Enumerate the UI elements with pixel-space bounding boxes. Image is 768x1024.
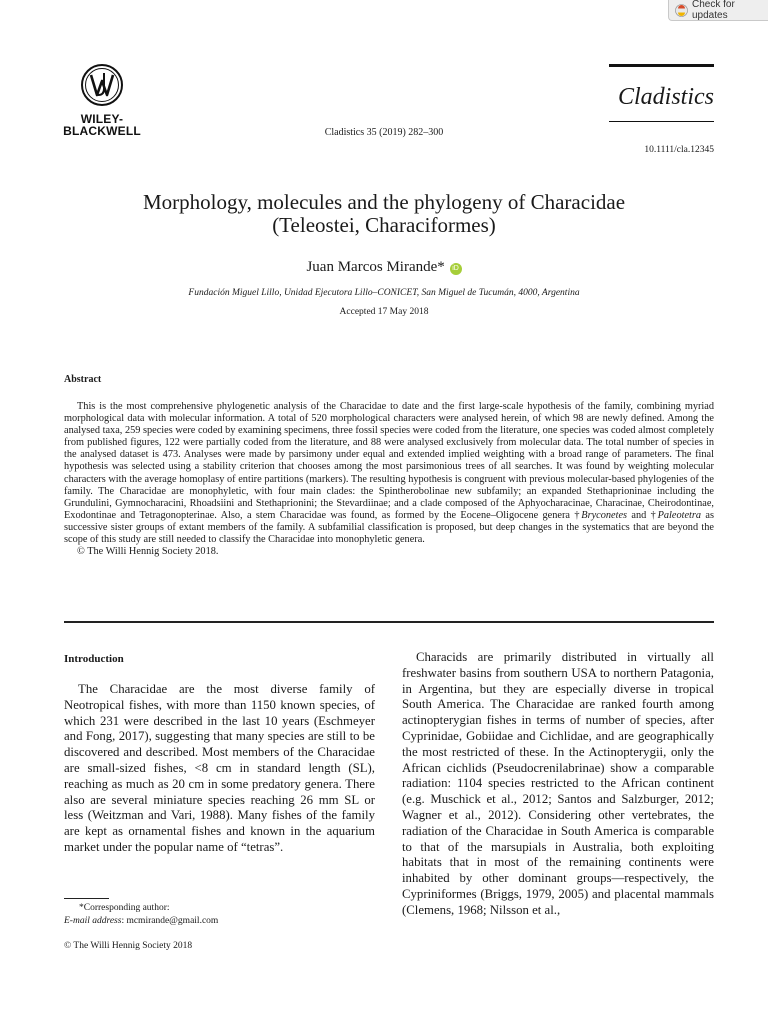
title-line-2: (Teleostei, Characiformes) [272,213,496,237]
genus-bryconetes: Bryconetes [581,509,628,521]
logo-line-wiley: WILEY- [80,112,124,126]
orcid-icon[interactable]: iD [450,263,462,275]
abstract-body [64,401,714,558]
footnote-rule [64,898,109,899]
article-title [60,191,708,237]
email-address[interactable]: : mcmirande@gmail.com [121,916,219,926]
footer-copyright: © The Willi Hennig Society 2018 [64,941,193,951]
title-line-1: Morphology, molecules and the phylogeny of Characidae [142,190,626,214]
author-name: Juan Marcos Mirande* [306,259,445,275]
author-line [0,259,768,276]
doi: 10.1111/cla.12345 [644,145,714,155]
journal-citation: Cladistics 35 (2019) 282–300 [324,127,444,138]
section-divider [64,621,714,623]
wiley-emblem-icon [79,62,125,108]
genus-paleotetra: Paleotetra [657,509,702,521]
right-column [402,650,714,919]
publisher-logo [62,62,142,137]
abstract-text: This is the most comprehensive phylogenetic analysis of the Characidae to date and the first large-scale hypothesis of the family, combining myriad morphological data with molecular information. A total of 520 morphological characters were analysed herein, of which 98 are newly defined. Among the analysed taxa, 259 species were coded by examining specimens, three fossil species were coded from the literature, one species was coded almost completely from published figures, 122 were partially coded from the literature, and 88 were analysed exclusively from molecular data. The total number of species in the analysed dataset is 473. Analyses were made by parsimony under equal and extended implied weighting with a broad range of parameters. The final hypothesis was selected using a stability criterion that chooses among the most parsimonious trees of all searches. It was found by weighting molecular characters with the average homoplasy of entire partitions (markers). The resulting hypothesis is congruent with previous molecular-based phylogenies of the family. The Characidae are monophyletic, with four main clades: the Spintherobolinae new subfamily; an expanded Stethaprioninae including the Grundulini, Gymnocharacini, Rhoadsiini and Stethaprionini; the Stevardiinae; and a clade composed of the Aphyocharacinae, Characinae, Cheirodontinae, Exodontinae and Tetragonopterinae. Also, a stem Characidae was found, as formed by the Eocene–Oligocene genera †Bryconetes and †Paleotetra as successive sister groups of extant members of the family. A subfamilial classification is proposed, but deep changes in the systematics that are beyond the scope of this study are still needed to classify the Characidae into monophyletic genera. [64,401,714,546]
corresponding-author-label: *Corresponding author: [79,903,170,913]
affiliation: Fundación Miguel Lillo, Unidad Ejecutora Lillo–CONICET, San Miguel de Tucumán, 4000, Argentina [188,288,580,298]
accepted-date: Accepted 17 May 2018 [339,307,429,317]
abstract-heading: Abstract [64,374,102,385]
crossmark-icon [675,4,688,17]
journal-rule-bottom [609,121,714,122]
journal-name: Cladistics [617,84,714,110]
corresponding-author-footnote [64,902,218,928]
right-paragraph: Characids are primarily distributed in virtually all freshwater basins from southern USA to northern Patagonia, in Argentina, but they are especially diverse in tropical South America. The Characidae are ranked fourth among actinopterygian fishes in terms of number of species, after Cyprinidae, Gobiidae and Cichlidae, and are geographically the most restricted of these. In the Actinopterygii, only the African cichlids (Pseudocrenilabrinae) show a comparable radiation: 1104 species restricted to the African continent (e.g. Muschick et al., 2012; Santos and Salzburger, 2012; Wagner et al., 2012). Considering other vertebrates, the radiation of the Characidae in South America is comparable to that of the marsupials in Australia, both exploiting habitats that in most of the remaining continents were inhabited by other dominant groups—respectively, the Cypriniformes (Briggs, 1979, 2005) and placental mammals (Clemens, 1968; Nilsson et al., [402,650,714,917]
abstract-copyright: © The Willi Hennig Society 2018. [77,546,219,558]
introduction-heading: Introduction [64,653,124,665]
check-for-updates-button[interactable] [668,0,768,21]
check-for-updates-label: Check for updates [692,0,735,21]
left-paragraph: The Characidae are the most diverse family of Neotropical fishes, with more than 1150 known species, of which 231 were described in the last 10 years (Eschmeyer and Fong, 2017), suggesting that many species are still to be discovered and described. Most members of the Characidae are small-sized fishes, <8 cm in standard length (SL), reaching as much as 20 cm in some predatory genera. There also are several miniature species reaching 26 mm SL or less (Weitzman and Vari, 1988). Many fishes of the family are kept as ornamental fishes and known in the aquarium market under the popular name of “tetras”. [64,682,375,854]
logo-line-blackwell: BLACKWELL [63,124,141,138]
journal-rule-top [609,64,714,67]
email-label: E-mail address [64,916,122,926]
left-column [64,682,375,856]
